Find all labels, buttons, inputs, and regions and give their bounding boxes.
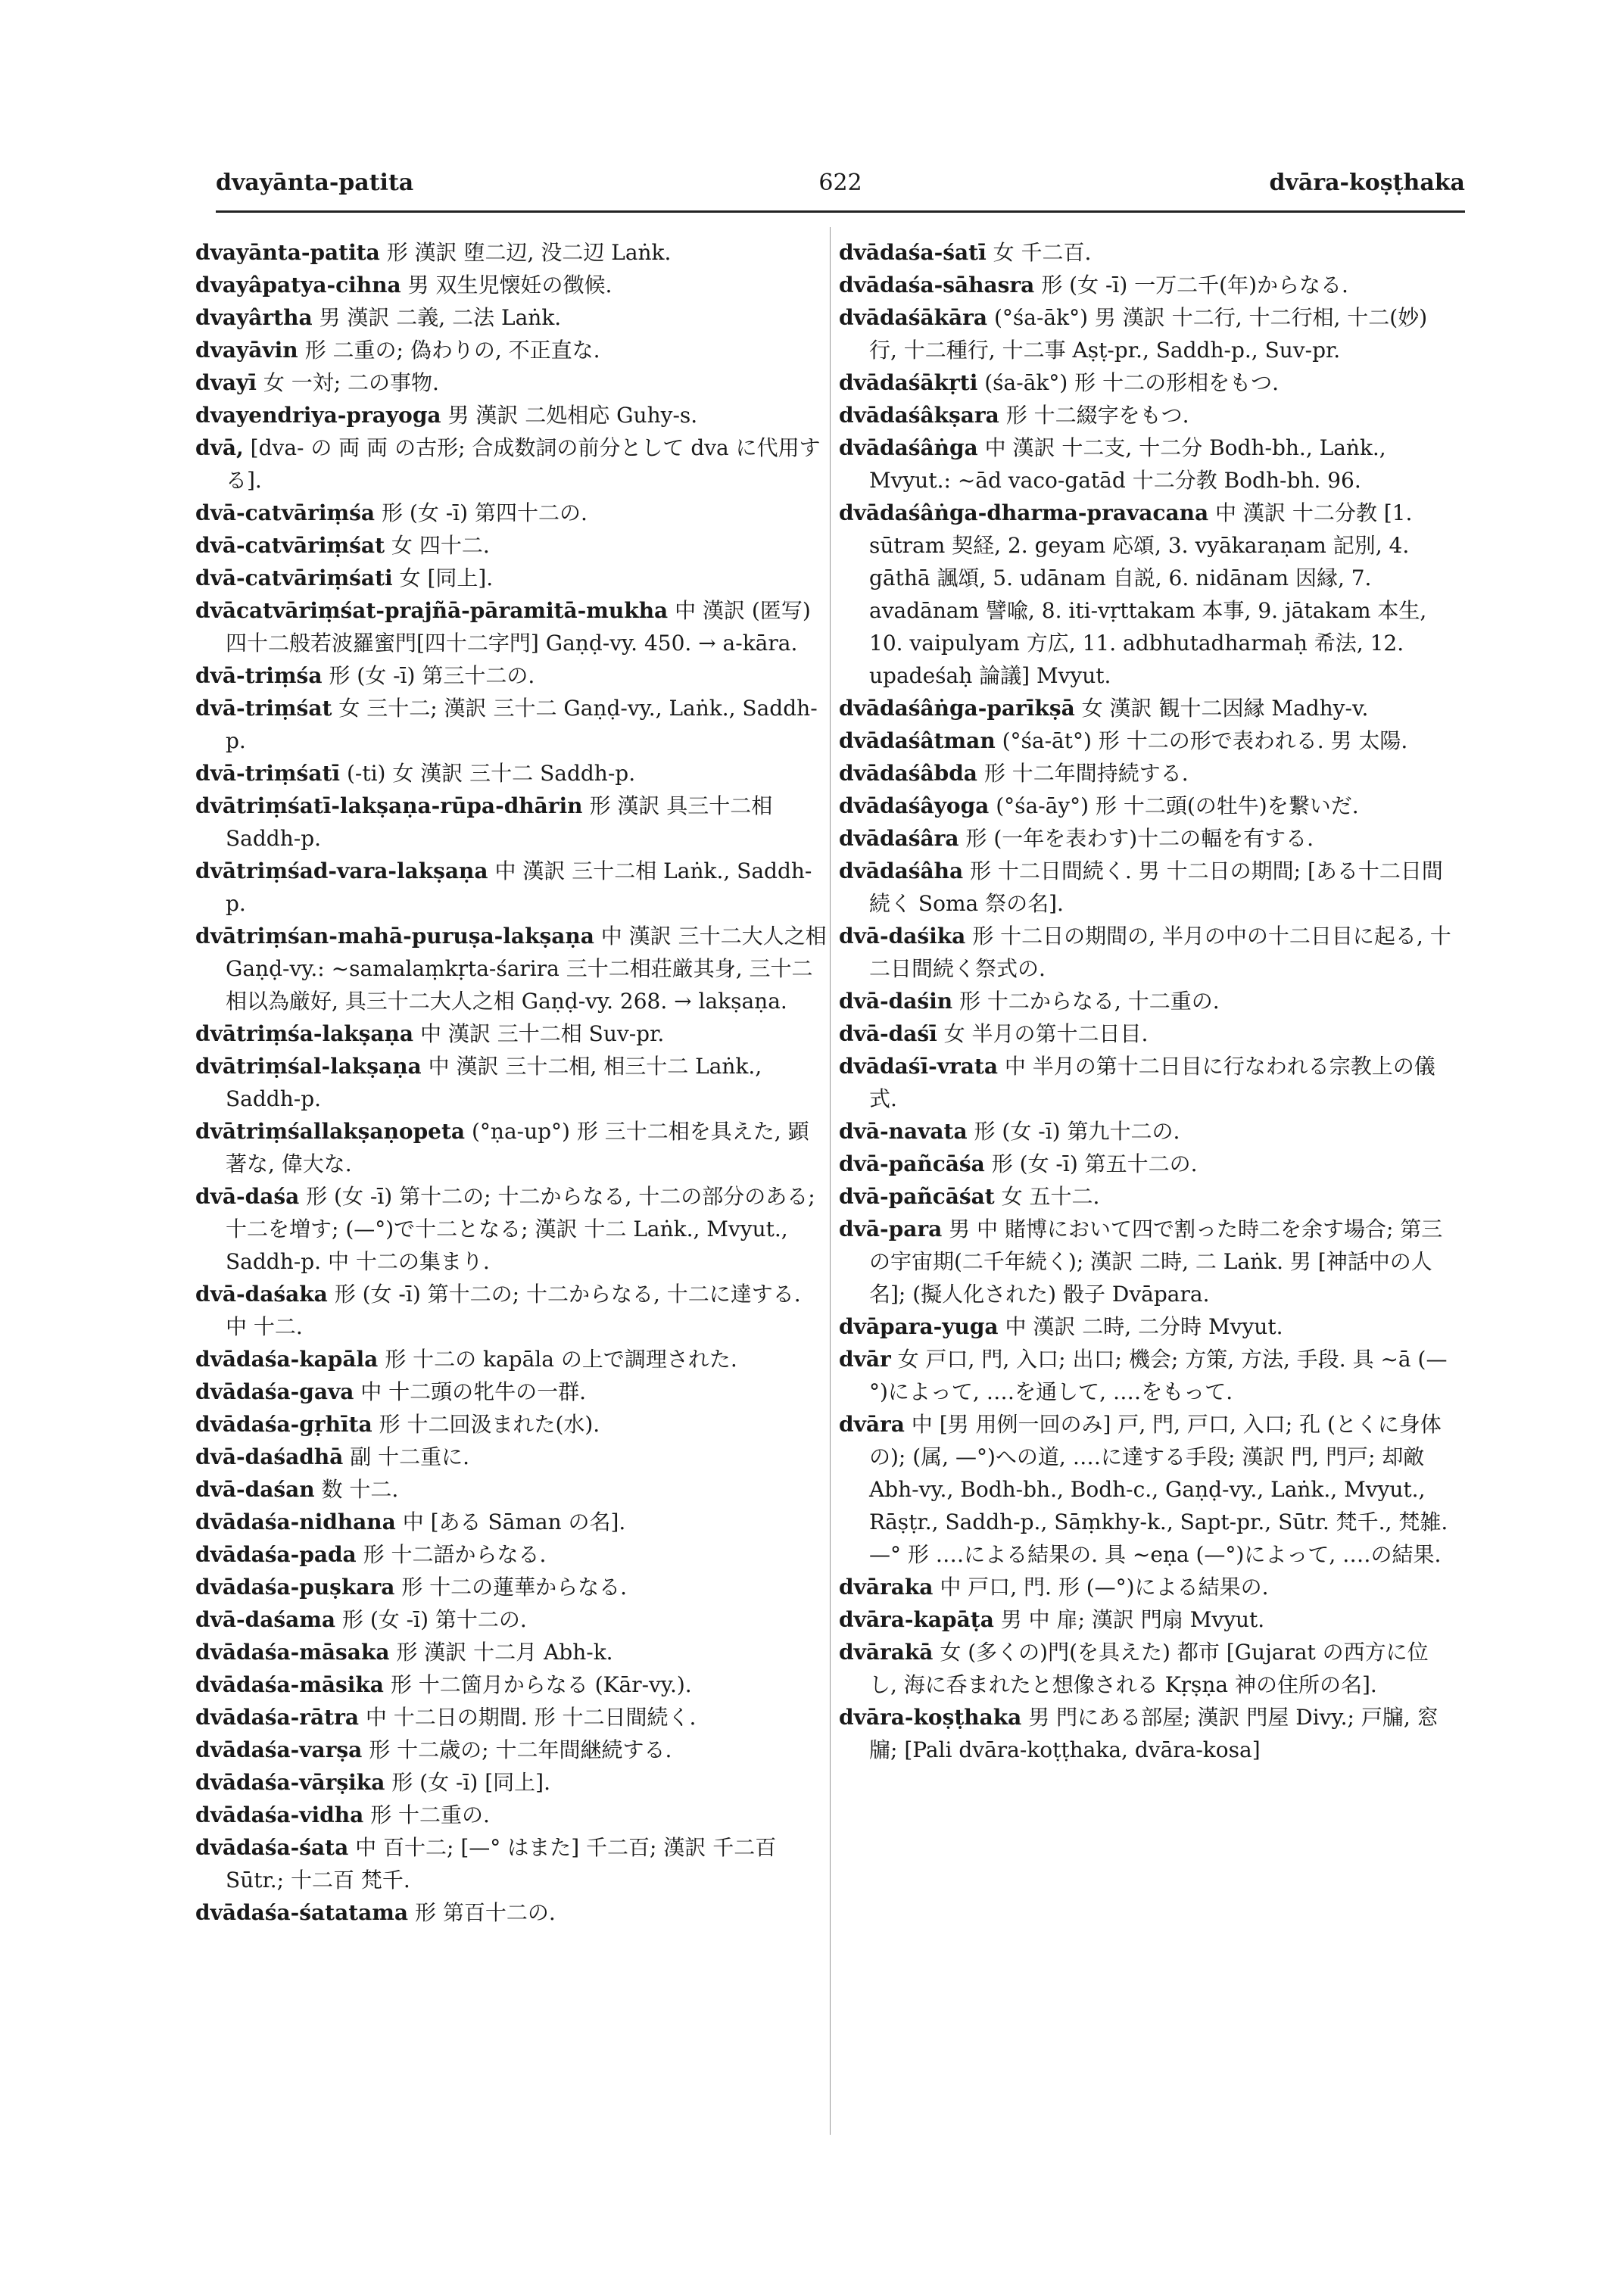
entry-headword: dvādaśa-gava — [195, 1379, 354, 1404]
entry-definition: 形 (女 -ī) 第十二の; 十二からなる, 十二に達する. 中 十二. — [226, 1282, 801, 1339]
entry-headword: dvādaśâkṣara — [839, 403, 999, 428]
entry-headword: dvādaśa-puṣkara — [195, 1575, 395, 1600]
entry-definition: (śa-āk°) 形 十二の形相をもつ. — [984, 370, 1279, 395]
entry-headword: dvādaśa-śatī — [839, 240, 987, 265]
dictionary-entry — [195, 1799, 828, 1831]
entry-headword: dvā-triṃśatī — [195, 761, 341, 786]
entry-definition: 女 半月の第十二日目. — [943, 1021, 1149, 1046]
entry-headword: dvāra-kapāṭa — [839, 1607, 994, 1632]
dictionary-entry — [195, 1506, 828, 1538]
entry-headword: dvāra — [839, 1412, 905, 1437]
entry-definition: 形 (女 -ī) 第十二の; 十二からなる, 十二の部分のある; 十二を増す; (—°)で十二となる; 漢訳 十二 Laṅk., Mvyut., Saddh-p. 中 十二の集まり. — [226, 1184, 815, 1274]
dictionary-entry — [839, 1343, 1454, 1408]
entry-headword: dvayī — [195, 370, 257, 395]
dictionary-entry — [195, 594, 828, 659]
entry-headword: dvār — [839, 1347, 891, 1372]
dictionary-entry — [195, 1115, 828, 1180]
entry-definition: 形 (一年を表わす)十二の輻を有する. — [965, 826, 1314, 851]
entry-headword: dvādaśâṅga — [839, 435, 978, 460]
entry-definition: 形 十二日間続く. 男 十二日の期間; [ある十二日間続く Soma 祭の名]. — [869, 858, 1443, 916]
entry-definition: 女 五十二. — [1001, 1184, 1100, 1209]
entry-definition: 女 三十二; 漢訳 三十二 Gaṇḍ-vy., Laṅk., Saddh-p. — [226, 696, 818, 753]
entry-definition: 中 十二頭の牝牛の一群. — [360, 1379, 587, 1404]
dictionary-entry — [195, 301, 828, 334]
entry-headword: dvātriṃśallakṣaṇopeta — [195, 1119, 466, 1144]
dictionary-entry — [195, 1050, 828, 1115]
entry-definition: [dva- の 両 両 の古形; 合成数詞の前分として dva に代用する]. — [226, 435, 821, 493]
entry-definition: 男 漢訳 二義, 二法 Laṅk. — [319, 305, 562, 330]
dictionary-entry — [195, 920, 828, 1017]
entry-headword: dvāpara-yuga — [839, 1314, 999, 1339]
dictionary-entry — [839, 855, 1454, 920]
page-number: 622 — [818, 170, 862, 196]
entry-headword: dvayârtha — [195, 305, 313, 330]
entry-definition: (°ṇa-up°) 形 三十二相を具えた, 顕著な, 偉大な. — [226, 1119, 809, 1176]
dictionary-entry — [195, 790, 828, 855]
dictionary-entry — [195, 431, 828, 497]
entry-headword: dvādaśa-vidha — [195, 1802, 364, 1827]
entry-headword: dvātriṃśal-lakṣaṇa — [195, 1054, 422, 1079]
dictionary-entry — [195, 1896, 828, 1929]
dictionary-entry — [839, 1017, 1454, 1050]
entry-definition: 中 漢訳 (匿写)四十二般若波羅蜜門[四十二字門] Gaṇḍ-vy. 450. → a-kāra. — [226, 598, 811, 656]
entry-headword: dvādaśa-nidhana — [195, 1509, 396, 1534]
entry-definition: 形 漢訳 堕二辺, 没二辺 Laṅk. — [386, 240, 672, 265]
entry-headword: dvādaśa-varṣa — [195, 1737, 363, 1762]
entry-headword: dvā-catvāriṃśa — [195, 500, 376, 525]
entry-headword: dvādaśa-vārṣika — [195, 1770, 385, 1795]
entry-definition: (°śa-āt°) 形 十二の形で表われる. 男 太陽. — [1002, 728, 1408, 753]
dictionary-entry — [839, 1115, 1454, 1148]
entry-headword: dvādaśâyoga — [839, 793, 990, 818]
dictionary-entry — [839, 236, 1454, 269]
entry-headword: dvātriṃśa-lakṣaṇa — [195, 1021, 414, 1046]
dictionary-entry — [839, 692, 1454, 724]
entry-headword: dvā-catvāriṃśati — [195, 565, 393, 590]
entry-headword: dvādaśâṅga-dharma-pravacana — [839, 500, 1209, 525]
dictionary-entry — [839, 822, 1454, 855]
entry-definition: 女 一対; 二の事物. — [263, 370, 439, 395]
entry-headword: dvādaśa-gṛhīta — [195, 1412, 372, 1437]
dictionary-entry — [839, 920, 1454, 985]
dictionary-entry — [195, 855, 828, 920]
entry-definition: 中 漢訳 三十二相, 相三十二 Laṅk., Saddh-p. — [226, 1054, 762, 1111]
entry-definition: 女 戸口, 門, 入口; 出口; 機会; 方策, 方法, 手段. 具 ~ā (—°)によって, ‥‥を通して, ‥‥をもって. — [869, 1347, 1448, 1404]
dictionary-entry — [195, 236, 828, 269]
dictionary-entry — [195, 562, 828, 594]
dictionary-entry — [839, 301, 1454, 366]
entry-headword: dvādaśâbda — [839, 761, 977, 786]
entry-headword: dvā-pañcāśa — [839, 1151, 985, 1176]
dictionary-entry — [195, 366, 828, 399]
entry-headword: dvāraka — [839, 1575, 934, 1600]
dictionary-entry — [195, 1636, 828, 1668]
entry-headword: dvādaśâtman — [839, 728, 996, 753]
dictionary-entry — [195, 1603, 828, 1636]
dictionary-entry — [839, 985, 1454, 1017]
entry-definition: 男 双生児懐妊の徴候. — [407, 273, 613, 298]
dictionary-entry — [195, 269, 828, 301]
dictionary-entry — [195, 1538, 828, 1571]
entry-headword: dvādaśâṅga-parīkṣā — [839, 696, 1075, 721]
entry-definition: 形 (女 -ī) 第九十二の. — [974, 1119, 1180, 1144]
dictionary-entry — [195, 757, 828, 790]
dictionary-entry — [839, 497, 1454, 692]
entry-definition: 形 十二箇月からなる (Kār-vy.). — [390, 1672, 692, 1697]
entry-headword: dvayâpatya-cihna — [195, 273, 401, 298]
entry-definition: 男 中 扉; 漢訳 門扇 Mvyut. — [1000, 1607, 1265, 1632]
entry-headword: dvādaśa-rātra — [195, 1705, 359, 1730]
entry-definition: 形 (女 -ī) 第十二の. — [341, 1607, 527, 1632]
entry-definition: (°śa-āy°) 形 十二頭(の牡牛)を繋いだ. — [996, 793, 1359, 818]
entry-headword: dvā-triṃśat — [195, 696, 332, 721]
entry-definition: 形 十二回汲まれた(水). — [379, 1412, 600, 1437]
entry-definition: 形 十二からなる, 十二重の. — [959, 989, 1220, 1014]
dictionary-entry — [839, 1180, 1454, 1213]
dictionary-entry — [195, 1701, 828, 1734]
entry-definition: 中 十二日の期間. 形 十二日間続く. — [365, 1705, 697, 1730]
entry-definition: 形 (女 -ī) 第五十二の. — [991, 1151, 1198, 1176]
entry-definition: 形 十二の kapāla の上で調理された. — [385, 1347, 737, 1372]
entry-definition: 中 百十二; [—° はまた] 千二百; 漢訳 千二百 Sūtr.; 十二百 梵千. — [226, 1835, 777, 1893]
entry-headword: dvā-daśī — [839, 1021, 937, 1046]
dictionary-entry — [195, 1766, 828, 1799]
entry-definition: (-ti) 女 漢訳 三十二 Saddh-p. — [346, 761, 636, 786]
entry-definition: 形 (女 -ī) [同上]. — [391, 1770, 550, 1795]
dictionary-entry — [195, 529, 828, 562]
dictionary-entry — [195, 1831, 828, 1896]
entry-definition: 中 漢訳 十二分教 [1. sūtram 契経, 2. geyam 応頌, 3. vyākaraṇam 記別, 4. gāthā 諷頌, 5. udānam 自説, 6. nidānam 因縁, 7. avadānam 譬喩, 8. iti-vṛttakam 本事, 9. jātakam 本生, 10. vaipulyam 方広, 11. adbhutadharmaḥ 希法, 12. upadeśaḥ 論議] Mvyut. — [869, 500, 1427, 688]
entry-definition: 形 十二日の期間の, 半月の中の十二日目に起る, 十二日間続く祭式の. — [869, 924, 1451, 981]
entry-definition: 中 漢訳 三十二相 Suv-pr. — [419, 1021, 665, 1046]
entry-definition: 男 漢訳 二処相応 Guhy-s. — [447, 403, 698, 428]
dictionary-entry — [195, 692, 828, 757]
entry-definition: 男 門にある部屋; 漢訳 門屋 Divy.; 戸牖, 窓牖; [Pali dvāra-koṭṭhaka, dvāra-kosa] — [869, 1705, 1439, 1762]
dictionary-entry — [839, 431, 1454, 497]
entry-headword: dvādaśa-kapāla — [195, 1347, 379, 1372]
entry-headword: dvātriṃśad-vara-lakṣaṇa — [195, 858, 488, 883]
entry-definition: 中 半月の第十二日目に行なわれる宗教上の儀式. — [869, 1054, 1435, 1111]
entry-definition: 形 漢訳 十二月 Abh-k. — [396, 1640, 613, 1665]
right-column — [839, 236, 1454, 1766]
entry-definition: 女 千二百. — [993, 240, 1092, 265]
dictionary-entry — [839, 1701, 1454, 1766]
dictionary-entry — [195, 1441, 828, 1473]
dictionary-entry — [839, 757, 1454, 790]
entry-definition: 男 中 賭博において四で割った時二を余す場合; 第三の宇宙期(二千年続く); 漢訳 二時, 二 Laṅk. 男 [神話中の人名]; (擬人化された) 骰子 Dvāpara. — [869, 1217, 1443, 1307]
entry-headword: dvācatvāriṃśat-prajñā-pāramitā-mukha — [195, 598, 669, 623]
entry-definition: 形 十二重の. — [370, 1802, 490, 1827]
entry-headword: dvādaśâra — [839, 826, 959, 851]
entry-headword: dvā-daśin — [839, 989, 953, 1014]
dictionary-entry — [195, 497, 828, 529]
entry-headword: dvā-catvāriṃśat — [195, 533, 385, 558]
entry-definition: 女 (多くの)門(を具えた) 都市 [Gujarat の西方に位し, 海に呑まれたと想像される Kṛṣṇa 神の住所の名]. — [869, 1640, 1429, 1697]
entry-definition: 数 十二. — [321, 1477, 399, 1502]
entry-headword: dvā-pañcāśat — [839, 1184, 995, 1209]
dictionary-entry — [839, 724, 1454, 757]
entry-definition: 形 十二の蓮華からなる. — [401, 1575, 628, 1600]
dictionary-entry — [195, 1278, 828, 1343]
entry-headword: dvayānta-patita — [195, 240, 380, 265]
entry-definition: 形 第百十二の. — [414, 1900, 556, 1925]
entry-headword: dvayāvin — [195, 338, 298, 363]
dictionary-entry — [839, 1571, 1454, 1603]
left-column — [195, 236, 828, 1929]
dictionary-entry — [195, 1375, 828, 1408]
entry-definition: 形 (女 -ī) 第三十二の. — [329, 663, 535, 688]
entry-headword: dvādaśī-vrata — [839, 1054, 998, 1079]
header-left-guide-word: dvayānta-patita — [216, 170, 414, 196]
entry-definition: 形 (女 -ī) 一万二千(年)からなる. — [1041, 273, 1348, 298]
entry-headword: dvārakā — [839, 1640, 934, 1665]
entry-headword: dvādaśākṛti — [839, 370, 978, 395]
entry-headword: dvā-navata — [839, 1119, 968, 1144]
entry-definition: 中 漢訳 十二支, 十二分 Bodh-bh., Laṅk., Mvyut.: ~ād vaco-gatād 十二分教 Bodh-bh. 96. — [869, 435, 1386, 493]
dictionary-entry — [195, 659, 828, 692]
entry-headword: dvādaśa-māsika — [195, 1672, 384, 1697]
dictionary-entry — [195, 334, 828, 366]
page-header — [216, 165, 1465, 213]
entry-definition: 形 二重の; 偽わりの, 不正直な. — [304, 338, 600, 363]
column-divider — [830, 227, 831, 2135]
entry-definition: 形 十二歳の; 十二年間継続する. — [369, 1737, 672, 1762]
entry-definition: 中 戸口, 門. 形 (—°)による結果の. — [940, 1575, 1269, 1600]
entry-headword: dvātriṃśatī-lakṣaṇa-rūpa-dhārin — [195, 793, 583, 818]
entry-definition: 中 漢訳 三十二大人之相 Gaṇḍ-vy.: ~samalaṃkṛta-śarira 三十二相荘厳其身, 三十二相以為厳好, 具三十二大人之相 Gaṇḍ-vy. 268. → lakṣaṇa. — [226, 924, 827, 1014]
dictionary-entry — [195, 1571, 828, 1603]
entry-headword: dvā-daśan — [195, 1477, 315, 1502]
dictionary-entry — [195, 1017, 828, 1050]
entry-headword: dvā-daśika — [839, 924, 966, 949]
entry-definition: 副 十二重に. — [350, 1444, 470, 1469]
dictionary-entry — [195, 1668, 828, 1701]
dictionary-entry — [839, 399, 1454, 431]
entry-definition: 中 漢訳 三十二相 Laṅk., Saddh-p. — [226, 858, 812, 916]
entry-headword: dvā, — [195, 435, 244, 460]
entry-headword: dvayendriya-prayoga — [195, 403, 441, 428]
entry-definition: 形 十二綴字をもつ. — [1005, 403, 1189, 428]
dictionary-entry — [839, 1603, 1454, 1636]
entry-definition: 形 (女 -ī) 第四十二の. — [381, 500, 588, 525]
dictionary-entry — [839, 1310, 1454, 1343]
entry-headword: dvātriṃśan-mahā-puruṣa-lakṣaṇa — [195, 924, 594, 949]
dictionary-entry — [195, 1473, 828, 1506]
dictionary-entry — [839, 1408, 1454, 1571]
entry-headword: dvā-daśama — [195, 1607, 336, 1632]
entry-headword: dvādaśa-sāhasra — [839, 273, 1035, 298]
dictionary-entry — [839, 269, 1454, 301]
dictionary-entry — [839, 1148, 1454, 1180]
entry-definition: 中 [男 用例一回のみ] 戸, 門, 戸口, 入口; 孔 (とくに身体の); (属, —°)への道, ‥‥に達する手段; 漢訳 門, 門戸; 却敵 Abh-vy., Bodh-bh., Bodh-c., Gaṇḍ-vy., Laṅk., Mvyut., Rāṣṭr., Saddh-p., Sāṃkhy-k., Sapt-pr., Sūtr. 梵千., 梵雑. —° 形 ‥‥による結果の. 具 ~eṇa (—°)によって, ‥‥の結果. — [869, 1412, 1448, 1567]
entry-headword: dvā-daśadhā — [195, 1444, 344, 1469]
header-right-guide-word: dvāra-koṣṭhaka — [1269, 170, 1465, 196]
entry-headword: dvāra-koṣṭhaka — [839, 1705, 1022, 1730]
entry-headword: dvādaśâha — [839, 858, 964, 883]
entry-definition: 中 [ある Sāman の名]. — [402, 1509, 626, 1534]
entry-headword: dvā-triṃśa — [195, 663, 323, 688]
entry-headword: dvā-daśaka — [195, 1282, 328, 1307]
entry-definition: 女 [同上]. — [399, 565, 494, 590]
entry-definition: 女 四十二. — [391, 533, 490, 558]
dictionary-entry — [195, 1734, 828, 1766]
dictionary-entry — [839, 790, 1454, 822]
dictionary-entry — [839, 1050, 1454, 1115]
entry-definition: 中 漢訳 二時, 二分時 Mvyut. — [1005, 1314, 1283, 1339]
entry-headword: dvādaśa-śata — [195, 1835, 349, 1860]
entry-headword: dvā-daśa — [195, 1184, 300, 1209]
entry-headword: dvādaśa-śatatama — [195, 1900, 409, 1925]
entry-definition: 女 漢訳 観十二因縁 Madhy-v. — [1081, 696, 1369, 721]
entry-definition: (°śa-āk°) 男 漢訳 十二行, 十二行相, 十二(妙)行, 十二種行, 十二事 Aṣṭ-pr., Saddh-p., Suv-pr. — [869, 305, 1428, 363]
dictionary-entry — [839, 366, 1454, 399]
dictionary-entry — [839, 1213, 1454, 1310]
entry-headword: dvādaśa-māsaka — [195, 1640, 390, 1665]
entry-definition: 形 十二語からなる. — [363, 1542, 547, 1567]
dictionary-entry — [195, 1408, 828, 1441]
entry-definition: 形 漢訳 具三十二相 Saddh-p. — [226, 793, 773, 851]
dictionary-entry — [195, 1343, 828, 1375]
dictionary-entry — [195, 399, 828, 431]
dictionary-entry — [195, 1180, 828, 1278]
entry-definition: 形 十二年間持続する. — [983, 761, 1189, 786]
entry-headword: dvādaśa-pada — [195, 1542, 357, 1567]
dictionary-entry — [839, 1636, 1454, 1701]
entry-headword: dvādaśākāra — [839, 305, 988, 330]
entry-headword: dvā-para — [839, 1217, 943, 1242]
